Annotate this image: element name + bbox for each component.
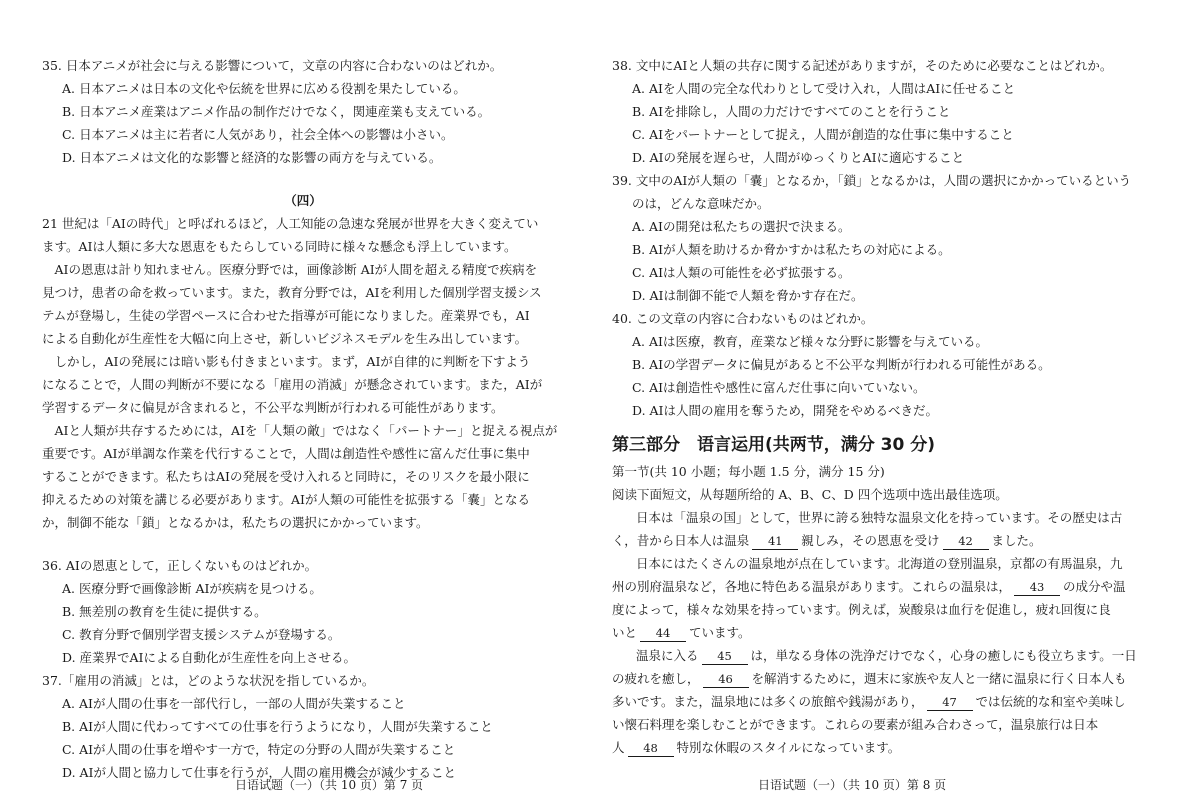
blank-41: 41 — [752, 533, 798, 550]
option-a: A. AIは医療，教育，産業など様々な分野に影響を与えている。 — [632, 334, 988, 349]
page-footer-left: 日语试题（一）（共 10 页）第 7 页 — [235, 778, 424, 792]
cloze-line: い懐石料理を楽しむことができます。これらの要素が組み合わさって，温泉旅行は日本 — [612, 717, 1099, 732]
option-c: C. AIは人類の可能性を必ず拡張する。 — [632, 265, 851, 280]
option-c: C. AIが人間の仕事を増やす一方で，特定の分野の人間が失業すること — [62, 742, 456, 757]
option-d: D. AIは人間の雇用を奪うため，開発をやめるべきだ。 — [632, 403, 938, 418]
cloze-text: を解消するために，週末に家族や友人と一緒に温泉に行く日本人も — [751, 671, 1127, 686]
cloze-line: 日本は「温泉の国」として，世界に誇る独特な温泉文化を持っています。その歴史は古 — [636, 510, 1123, 525]
option-c: C. 教育分野で個別学習支援システムが登場する。 — [62, 627, 341, 642]
blank-43: 43 — [1014, 579, 1060, 596]
question-stem: 36. AIの恩恵として，正しくないものはどれか。 — [42, 558, 318, 573]
option-d: D. AIの発展を遅らせ，人間がゆっくりとAIに適応すること — [632, 150, 965, 165]
cloze-text: ました。 — [991, 533, 1042, 548]
option-b: B. AIが人類を助けるか脅かすかは私たちの対応による。 — [632, 242, 951, 257]
passage-line: になることで，人間の判断が不要になる「雇用の消滅」が懸念されています。また，AIが — [42, 377, 543, 392]
option-b: B. AIの学習データに偏見があると不公平な判断が行われる可能性がある。 — [632, 357, 1051, 372]
cloze-text: 人 — [612, 740, 625, 755]
question-40 — [612, 307, 1152, 422]
question-stem: 39. 文中のAIが人類の「嚢」となるか，「鎖」となるかは，人間の選択にかかっているという — [612, 173, 1132, 188]
blank-46: 46 — [703, 671, 749, 688]
passage-line: しかし，AIの発展には暗い影も付きまといます。まず，AIが自律的に判断を下すよう — [42, 354, 531, 369]
passage-heading: （四） — [284, 193, 322, 208]
question-36 — [42, 554, 564, 669]
passage-line: AIの恩恵は計り知れません。医療分野では，画像診断 AIが人間を超える精度で疾病を — [42, 262, 538, 277]
passage — [42, 212, 564, 534]
cloze-line — [612, 575, 1152, 598]
question-stem-cont: のは，どんな意味だか。 — [632, 196, 770, 211]
section-instruction: 阅读下面短文，从每题所给的 A、B、C、D 四个选项中选出最佳选项。 — [612, 487, 1008, 502]
blank-48: 48 — [628, 740, 674, 757]
blank-44: 44 — [640, 625, 686, 642]
question-35 — [42, 54, 564, 169]
cloze-text: く，昔から日本人は温泉 — [612, 533, 750, 548]
question-39 — [612, 169, 1152, 307]
left-page — [42, 54, 564, 784]
passage-line: による自動化が生産性を大幅に向上させ，新しいビジネスモデルを生み出しています。 — [42, 331, 528, 346]
option-d: D. AIは制御不能で人類を脅かす存在だ。 — [632, 288, 864, 303]
cloze-text: の疲れを癒し， — [612, 671, 700, 686]
cloze-line — [612, 736, 1152, 759]
section-title: 第三部分 语言运用(共两节，满分 30 分) — [612, 435, 936, 455]
cloze-text: ています。 — [689, 625, 751, 640]
cloze-line: 度によって，様々な効果を持っています。例えば，炭酸泉は血行を促進し，疲れ回復に良 — [612, 602, 1111, 617]
cloze-line — [612, 644, 1152, 667]
cloze-text: では伝統的な和室や美味し — [975, 694, 1126, 709]
option-a: A. AIの開発は私たちの選択で決まる。 — [632, 219, 851, 234]
cloze-text: 多いです。また，温泉地には多くの旅館や銭湯があり， — [612, 694, 924, 709]
option-b: B. AIが人間に代わってすべての仕事を行うようになり，人間が失業すること — [62, 719, 493, 734]
cloze-line: 日本にはたくさんの温泉地が点在しています。北海道の登別温泉，京都の有馬温泉，九 — [636, 556, 1123, 571]
cloze-line — [612, 621, 1152, 644]
passage-line: 抑えるための対策を講じる必要があります。AIが人類の可能性を拡張する「嚢」となる — [42, 492, 530, 507]
passage-line: することができます。私たちはAIの発展を受け入れると同時に，そのリスクを最小限に — [42, 469, 530, 484]
question-37 — [42, 669, 564, 784]
cloze-text: は，単なる身体の洗浄だけでなく，心身の癒しにも役立ちます。一日 — [750, 648, 1137, 663]
cloze-text: いと — [612, 625, 638, 640]
option-c: C. 日本アニメは主に若者に人気があり，社会全体への影響は小さい。 — [62, 127, 454, 142]
section-subtitle: 第一节(共 10 小题；每小题 1.5 分，满分 15 分) — [612, 464, 885, 479]
question-38 — [612, 54, 1152, 169]
option-a: A. 日本アニメは日本の文化や伝統を世界に広める役割を果たしている。 — [62, 81, 466, 96]
passage-line: 重要です。AIが単調な作業を代行することで，人間は創造性や感性に富んだ仕事に集中 — [42, 446, 530, 461]
option-a: A. AIを人間の完全な代わりとして受け入れ，人間はAIに任せること — [632, 81, 1016, 96]
option-c: C. AIは創造性や感性に富んだ仕事に向いていない。 — [632, 380, 926, 395]
cloze-passage — [612, 506, 1152, 759]
option-d: D. 日本アニメは文化的な影響と経済的な影響の両方を与えている。 — [62, 150, 442, 165]
question-stem: 38. 文中にAIと人類の共存に関する記述がありますが，そのために必要なことはどれか。 — [612, 58, 1113, 73]
option-d: D. 産業界でAIによる自動化が生産性を向上させる。 — [62, 650, 356, 665]
passage-line: か，制御不能な「鎖」となるかは，私たちの選択にかかっています。 — [42, 515, 429, 530]
cloze-line — [612, 690, 1152, 713]
cloze-text: 特別な休暇のスタイルになっています。 — [676, 740, 901, 755]
option-a: A. AIが人間の仕事を一部代行し，一部の人間が失業すること — [62, 696, 406, 711]
option-b: B. AIを排除し，人間の力だけですべてのことを行うこと — [632, 104, 951, 119]
passage-line: 見つけ，患者の命を救っています。また，教育分野では，AIを利用した個別学習支援シス — [42, 285, 542, 300]
blank-47: 47 — [927, 694, 973, 711]
cloze-text: 親しみ，その恩恵を受け — [801, 533, 940, 548]
passage-line: 21 世紀は「AIの時代」と呼ばれるほど，人工知能の急速な発展が世界を大きく変えてい — [42, 216, 539, 231]
option-c: C. AIをパートナーとして捉え，人間が創造的な仕事に集中すること — [632, 127, 1014, 142]
cloze-text: 州の別府温泉など，各地に特色ある温泉があります。これらの温泉は， — [612, 579, 1012, 594]
blank-42: 42 — [943, 533, 989, 550]
page-footer-right: 日语试题（一）（共 10 页）第 8 页 — [758, 778, 947, 792]
right-page — [612, 54, 1152, 759]
question-stem: 35. 日本アニメが社会に与える影響について，文章の内容に合わないのはどれか。 — [42, 58, 503, 73]
option-b: B. 日本アニメ産業はアニメ作品の制作だけでなく，関連産業も支えている。 — [62, 104, 491, 119]
cloze-line — [612, 667, 1152, 690]
question-stem: 37.「雇用の消滅」とは，どのような状況を指しているか。 — [42, 673, 375, 688]
passage-line: AIと人類が共存するためには，AIを「人類の敵」ではなく「パートナー」と捉える視点が — [42, 423, 558, 438]
question-stem: 40. この文章の内容に合わないものはどれか。 — [612, 311, 874, 326]
option-d: D. AIが人間と協力して仕事を行うが，人間の雇用機会が減少すること — [62, 765, 456, 780]
option-a: A. 医療分野で画像診断 AIが疾病を見つける。 — [62, 581, 322, 596]
cloze-text: の成分や温 — [1063, 579, 1126, 594]
blank-45: 45 — [702, 648, 748, 665]
cloze-line — [612, 529, 1152, 552]
passage-line: ます。AIは人類に多大な恩恵をもたらしている同時に様々な懸念も浮上しています。 — [42, 239, 517, 254]
passage-line: テムが登場し，生徒の学習ペースに合わせた指導が可能になりました。産業界でも，AI — [42, 308, 530, 323]
option-b: B. 無差別の教育を生徒に提供する。 — [62, 604, 267, 619]
cloze-text: 温泉に入る — [636, 648, 699, 663]
passage-line: 学習するデータに偏見が含まれると，不公平な判断が行われる可能性があります。 — [42, 400, 504, 415]
